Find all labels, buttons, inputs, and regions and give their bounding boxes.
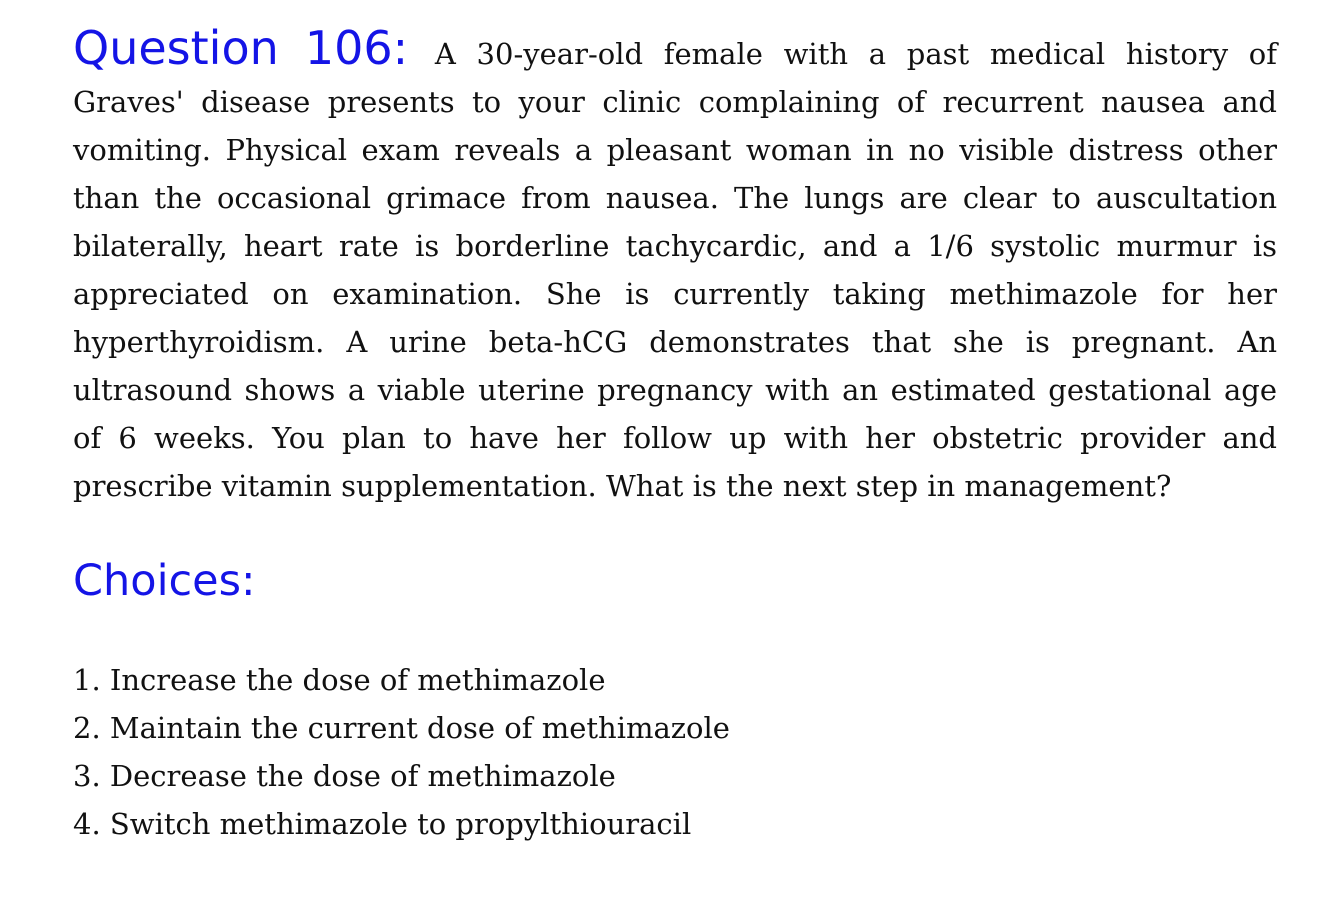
choice-item-1: 1. Increase the dose of methimazole [73,663,606,697]
question-text: A 30-year-old female with a past medical history of Graves' disease presents to your clinic complaining of recurrent nausea and vomiting. Physical exam reveals a pleasant woman in no visible distress other than the occasional grimace from nausea. The lungs are clear to auscultation bilaterally, heart rate is borderline tachycardic, and a 1/6 systolic murmur is appreciated on examination. She is currently taking methimazole for her hyperthyroidism. A urine beta-hCG demonstrates that she is pregnant. An ultrasound shows a viable uterine pregnancy with an estimated gestational age of 6 weeks. You plan to have her follow up with her obstetric provider and prescribe vitamin supplementation. What is the next step in management? [73,37,1277,503]
choice-item-2: 2. Maintain the current dose of methimazole [73,711,730,745]
question-block [73,21,1277,510]
question-title: Question 106: [73,21,409,75]
choices-title: Choices: [73,556,256,606]
choice-item-4: 4. Switch methimazole to propylthiouracil [73,807,692,841]
document-page [73,21,1277,848]
choice-list [73,656,1277,848]
choice-item-3: 3. Decrease the dose of methimazole [73,759,616,793]
